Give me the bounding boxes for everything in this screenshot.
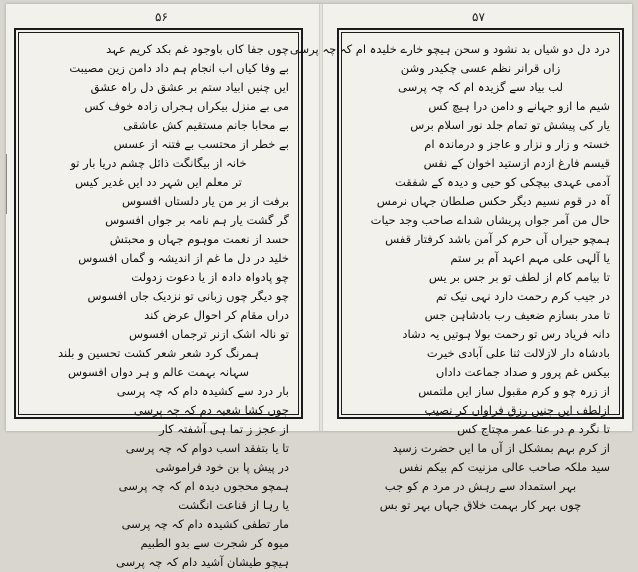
- text-line: درد دل دو شیاں بد نشود و سحن ہیچو خارے خلیدہ ام کہ چہ پرسی: [289, 42, 610, 56]
- text-line: خستہ و زار و نزار و عاجز و درماندہ ام: [424, 137, 610, 151]
- text-line: گر گشت یار ہم نامہ بر جواں افسوس: [105, 213, 289, 227]
- text-line: خانہ از بیگانگت ذائل چشم دریا بار تو: [70, 156, 247, 170]
- text-line: ایں چنیں ابیاد ستم بر عشق دل راہ عشق: [90, 80, 289, 94]
- text-line: از عجز ز تما ہی آشفتہ کار: [159, 422, 289, 436]
- text-line: حال من آمر جواں پریشاں شداے صاحب وجد حیات: [370, 213, 610, 227]
- text-block: [28, 40, 289, 569]
- text-line: یار کی پیشش تو تمام جلد نور اسلام برس: [410, 118, 610, 132]
- margin-mark: [6, 154, 13, 214]
- text-line: زاں قرانر نظم عسی چکیدر وشن: [400, 61, 561, 75]
- text-line: تا بیامم کام از لطف تو بر جس بر یس: [428, 270, 610, 284]
- text-line: بے محابا جانم مستقیم کش عاشقی: [123, 118, 289, 132]
- text-line: لب بیاد سے گزیدہ ام کہ چہ پرسی: [398, 80, 563, 94]
- text-line: ہمچو حیراں آں حرم کر آمن باشد کرفتار قفس: [385, 232, 610, 246]
- text-line: چوں کشا شعبہ دم کہ چہ پرسی: [133, 403, 289, 417]
- text-line: تر معلم ایں شہر دد ایں غدیر کیس: [75, 175, 242, 189]
- text-line: چو پادواہ دادہ از یا دعوت زدولت: [131, 270, 289, 284]
- text-line: بے خطر از محتسب بے فتنہ از عسس: [113, 137, 289, 151]
- text-line: بادشاہ دار لازلالت ثنا علی آبادی خیرت: [426, 346, 610, 360]
- text-line: چوں جفا کاں باوجود غم بکد کریم عہد: [106, 42, 289, 56]
- text-line: مار تطفی کشیدہ دام کہ چہ پرسی: [121, 517, 289, 531]
- text-line: یا رہا از قناعت انگشت: [178, 498, 289, 512]
- text-line: از کرم بہم بمشکل از آں ما ایں حضرت زسپد: [392, 441, 610, 455]
- text-line: بے وفا کیاں اب انجام ہم داد دامن زین مصیبت: [69, 61, 289, 75]
- text-line: آہ در قوم نسیم دیگر حکس صلطان جہاں نرمس: [376, 194, 610, 208]
- text-line: یا آلہی علی مہم اعہد آم بر ستم: [450, 251, 610, 265]
- text-line: دانہ فریاد رس تو رحمت بولا ہوتیں یہ دشاد: [402, 327, 610, 341]
- text-line: ہیچو طیشان آشید دام کہ چہ پرسی: [116, 555, 289, 569]
- text-line: می بے منزل بیکراں ہجراں زادہ خوف کس: [84, 99, 289, 113]
- text-line: در پیش پا بن خود فراموشی: [155, 460, 289, 474]
- text-line: تو نالہ اشک ازنر ترجماں افسوس: [129, 327, 289, 341]
- right-page: [289, 4, 634, 512]
- text-line: چو دیگر چوں زبانی تو نزدیک جاں افسوس: [87, 289, 289, 303]
- text-line: برفت از بر من یار دلستاں افسوس: [122, 194, 289, 208]
- text-line: میوہ کر شجرت سے بدو الطبیم: [140, 536, 289, 550]
- text-line: تا مدر بسازم ضعیف رب بادشاہن جس: [424, 308, 610, 322]
- text-line: تا یا بتفقد اسب دوام کہ چہ پرسی: [125, 441, 289, 455]
- text-line: سید ملکہ صاحب عالی مزنیت کم بیکم نفس: [399, 460, 610, 474]
- text-line: خلید در دل ما غم از اندیشہ و گماں افسوس: [78, 251, 289, 265]
- page-number: ۵۶: [155, 10, 168, 24]
- text-line: حسد از نعمت موہوم جہاں و محبتش: [109, 232, 289, 246]
- text-line: در جیب کرم رحمت دارد نہی نیک تم: [435, 289, 610, 303]
- page-frame: [289, 28, 624, 512]
- text-line: شیم ما ازو جہانے و دامن درا ہیچ کس: [428, 99, 610, 113]
- text-line: چوں بہر کار بہمت خلاق جہاں بہر تو بس: [379, 498, 582, 512]
- text-line: ازلطف ایں چنیں رزق فراواں کر نصیب: [424, 403, 610, 417]
- text-line: از زرہ چو و کرم مقبول ساز ایں ملتمس: [418, 384, 610, 398]
- page-number: ۵۷: [472, 10, 485, 24]
- text-line: ہمچو محجوں دیدہ ام کہ چہ پرسی: [118, 479, 289, 493]
- text-line: سہانہ بہمت عالم و ہر دواں افسوس: [67, 365, 250, 379]
- text-block: [289, 40, 610, 512]
- text-line: ہمرنگ کرد شعر شعر کشت تحسین و بلند: [57, 346, 259, 360]
- page-frame: [14, 28, 303, 569]
- text-line: آدمی عہدی بیچکی کو حیی و دیدہ کے شفقت: [395, 175, 610, 189]
- book-spread: [6, 4, 632, 569]
- text-line: بیکس غم پرور و صداد جماعت داداں: [435, 365, 610, 379]
- text-line: قیسم فارغ ازدم ازستید اخوان کے نفس: [423, 156, 610, 170]
- text-line: دراں مقام کر احوال عرض کند: [144, 308, 289, 322]
- left-page: [6, 4, 317, 569]
- text-line: بہر استمداد سے رہش در مرد م کو جب: [384, 479, 577, 493]
- text-line: تا نگرد م در عنا عمر مچتاج کس: [457, 422, 610, 436]
- text-line: بار درد سے کشیدہ دام کہ چہ پرسی: [116, 384, 289, 398]
